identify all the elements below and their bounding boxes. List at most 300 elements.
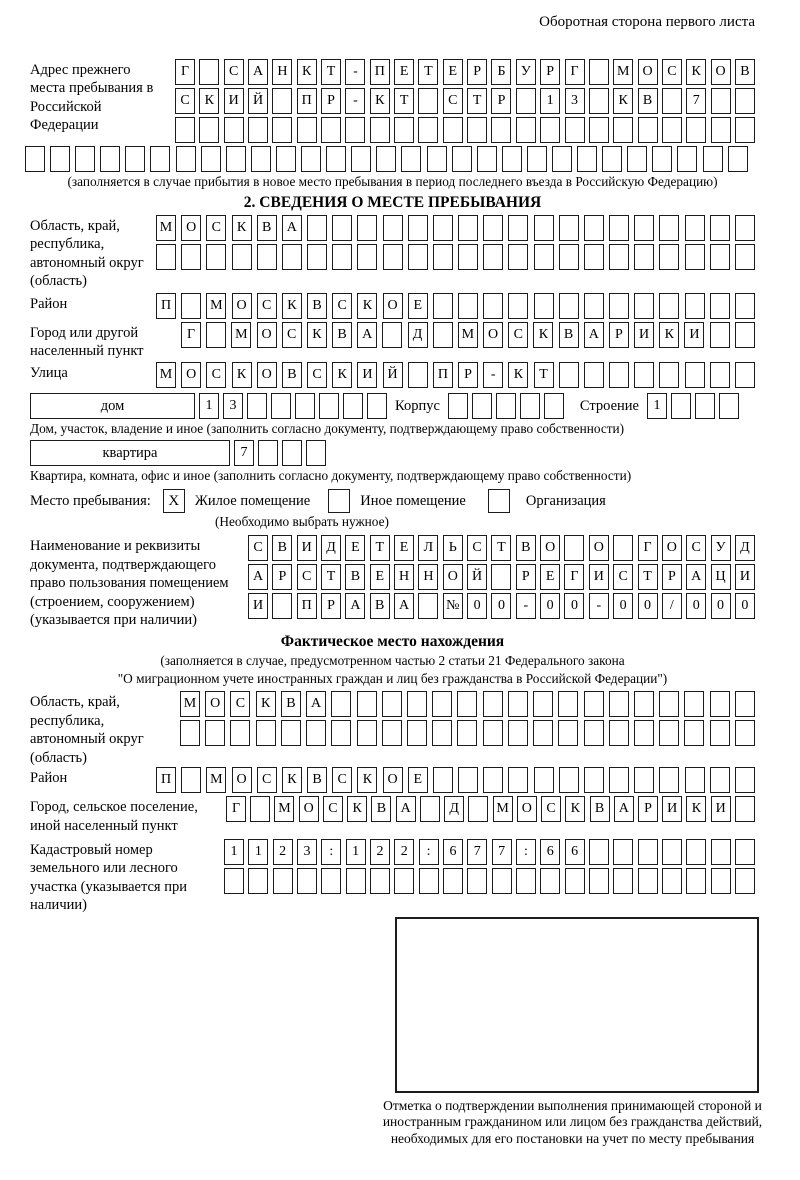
char-cell[interactable] <box>659 244 679 270</box>
char-cell[interactable]: Р <box>491 88 511 114</box>
char-cell[interactable]: 1 <box>346 839 366 865</box>
char-cell[interactable] <box>345 117 365 143</box>
char-cell[interactable]: 1 <box>199 393 219 419</box>
char-cell[interactable] <box>710 767 730 793</box>
char-cell[interactable]: И <box>711 796 731 822</box>
char-cell[interactable]: П <box>156 767 176 793</box>
char-cell[interactable] <box>711 839 731 865</box>
char-cell[interactable] <box>558 720 578 746</box>
char-cell[interactable]: Г <box>638 535 658 561</box>
char-cell[interactable]: 7 <box>234 440 254 466</box>
char-cell[interactable] <box>367 393 387 419</box>
char-cell[interactable] <box>627 146 647 172</box>
char-cell[interactable]: А <box>584 322 604 348</box>
char-cell[interactable]: 0 <box>540 593 560 619</box>
char-cell[interactable]: О <box>232 293 252 319</box>
char-cell[interactable] <box>319 393 339 419</box>
char-cell[interactable]: 2 <box>394 839 414 865</box>
char-cell[interactable] <box>321 117 341 143</box>
char-cell[interactable]: Д <box>408 322 428 348</box>
char-cell[interactable]: Л <box>418 535 438 561</box>
char-cell[interactable] <box>534 293 554 319</box>
char-cell[interactable] <box>686 868 706 894</box>
char-cell[interactable] <box>224 117 244 143</box>
char-cell[interactable] <box>258 440 278 466</box>
char-cell[interactable] <box>457 720 477 746</box>
char-cell[interactable]: 0 <box>467 593 487 619</box>
char-cell[interactable]: К <box>686 59 706 85</box>
char-cell[interactable]: 0 <box>491 593 511 619</box>
char-cell[interactable]: 1 <box>224 839 244 865</box>
char-cell[interactable]: И <box>224 88 244 114</box>
char-cell[interactable]: Й <box>248 88 268 114</box>
char-cell[interactable] <box>659 767 679 793</box>
char-cell[interactable] <box>589 59 609 85</box>
char-cell[interactable]: О <box>483 322 503 348</box>
char-cell[interactable] <box>75 146 95 172</box>
char-cell[interactable]: - <box>589 593 609 619</box>
char-cell[interactable] <box>613 535 633 561</box>
char-cell[interactable] <box>125 146 145 172</box>
char-cell[interactable] <box>272 88 292 114</box>
char-cell[interactable]: О <box>638 59 658 85</box>
char-cell[interactable] <box>584 244 604 270</box>
char-cell[interactable] <box>577 146 597 172</box>
char-cell[interactable]: В <box>332 322 352 348</box>
char-cell[interactable] <box>458 244 478 270</box>
char-cell[interactable] <box>156 244 176 270</box>
char-cell[interactable] <box>638 117 658 143</box>
char-cell[interactable]: Р <box>467 59 487 85</box>
char-cell[interactable] <box>559 293 579 319</box>
char-cell[interactable] <box>671 393 691 419</box>
char-cell[interactable]: 2 <box>370 839 390 865</box>
char-cell[interactable]: У <box>711 535 731 561</box>
char-cell[interactable]: Й <box>383 362 403 388</box>
char-cell[interactable] <box>564 535 584 561</box>
char-cell[interactable]: Т <box>638 564 658 590</box>
char-cell[interactable] <box>248 117 268 143</box>
char-cell[interactable] <box>685 215 705 241</box>
char-cell[interactable]: - <box>345 59 365 85</box>
char-cell[interactable]: А <box>248 564 268 590</box>
char-cell[interactable] <box>589 88 609 114</box>
char-cell[interactable]: Е <box>540 564 560 590</box>
char-cell[interactable] <box>206 244 226 270</box>
char-cell[interactable] <box>695 393 715 419</box>
char-cell[interactable] <box>659 362 679 388</box>
char-cell[interactable] <box>382 322 402 348</box>
char-cell[interactable]: Ц <box>711 564 731 590</box>
char-cell[interactable] <box>458 215 478 241</box>
char-cell[interactable] <box>282 244 302 270</box>
char-cell[interactable] <box>638 868 658 894</box>
char-cell[interactable] <box>420 796 440 822</box>
char-cell[interactable]: П <box>433 362 453 388</box>
char-cell[interactable] <box>433 293 453 319</box>
char-cell[interactable]: 2 <box>273 839 293 865</box>
char-cell[interactable]: И <box>684 322 704 348</box>
char-cell[interactable] <box>685 244 705 270</box>
char-cell[interactable]: В <box>735 59 755 85</box>
char-cell[interactable] <box>735 767 755 793</box>
char-cell[interactable] <box>351 146 371 172</box>
char-cell[interactable] <box>634 244 654 270</box>
char-cell[interactable] <box>376 146 396 172</box>
char-cell[interactable]: И <box>735 564 755 590</box>
char-cell[interactable] <box>50 146 70 172</box>
char-cell[interactable] <box>418 117 438 143</box>
char-cell[interactable] <box>483 767 503 793</box>
char-cell[interactable]: Р <box>321 88 341 114</box>
char-cell[interactable]: 6 <box>565 839 585 865</box>
char-cell[interactable] <box>710 720 730 746</box>
char-cell[interactable]: В <box>371 796 391 822</box>
char-cell[interactable]: Р <box>272 564 292 590</box>
char-cell[interactable] <box>458 293 478 319</box>
char-cell[interactable] <box>534 767 554 793</box>
char-cell[interactable]: 0 <box>735 593 755 619</box>
char-cell[interactable]: О <box>540 535 560 561</box>
char-cell[interactable] <box>307 215 327 241</box>
char-cell[interactable]: 1 <box>540 88 560 114</box>
char-cell[interactable] <box>559 215 579 241</box>
char-cell[interactable]: А <box>396 796 416 822</box>
char-cell[interactable] <box>735 117 755 143</box>
char-cell[interactable] <box>199 117 219 143</box>
char-cell[interactable] <box>735 362 755 388</box>
char-cell[interactable]: К <box>533 322 553 348</box>
char-cell[interactable]: В <box>307 767 327 793</box>
char-cell[interactable]: 1 <box>647 393 667 419</box>
char-cell[interactable]: Р <box>609 322 629 348</box>
char-cell[interactable]: А <box>282 215 302 241</box>
char-cell[interactable] <box>719 393 739 419</box>
char-cell[interactable]: А <box>248 59 268 85</box>
char-cell[interactable]: К <box>232 215 252 241</box>
char-cell[interactable]: Р <box>321 593 341 619</box>
char-cell[interactable] <box>735 322 755 348</box>
char-cell[interactable]: 7 <box>492 839 512 865</box>
char-cell[interactable]: А <box>394 593 414 619</box>
char-cell[interactable]: Г <box>565 59 585 85</box>
char-cell[interactable]: : <box>321 839 341 865</box>
char-cell[interactable]: С <box>332 767 352 793</box>
char-cell[interactable]: С <box>323 796 343 822</box>
char-cell[interactable] <box>357 691 377 717</box>
char-cell[interactable] <box>357 720 377 746</box>
char-cell[interactable] <box>609 244 629 270</box>
char-cell[interactable]: А <box>345 593 365 619</box>
char-cell[interactable]: Т <box>491 535 511 561</box>
char-cell[interactable] <box>343 393 363 419</box>
char-cell[interactable] <box>282 440 302 466</box>
char-cell[interactable] <box>634 293 654 319</box>
char-cell[interactable]: Н <box>394 564 414 590</box>
char-cell[interactable]: О <box>181 362 201 388</box>
char-cell[interactable] <box>565 868 585 894</box>
char-cell[interactable] <box>433 244 453 270</box>
char-cell[interactable] <box>433 767 453 793</box>
char-cell[interactable] <box>584 215 604 241</box>
char-cell[interactable]: К <box>370 88 390 114</box>
char-cell[interactable] <box>508 244 528 270</box>
char-cell[interactable] <box>686 117 706 143</box>
char-cell[interactable] <box>383 215 403 241</box>
char-cell[interactable] <box>180 720 200 746</box>
char-cell[interactable] <box>458 767 478 793</box>
char-cell[interactable] <box>559 362 579 388</box>
char-cell[interactable] <box>652 146 672 172</box>
char-cell[interactable] <box>357 244 377 270</box>
char-cell[interactable] <box>496 393 516 419</box>
char-cell[interactable]: 6 <box>443 839 463 865</box>
char-cell[interactable]: Т <box>418 59 438 85</box>
char-cell[interactable] <box>502 146 522 172</box>
char-cell[interactable] <box>448 393 468 419</box>
char-cell[interactable]: У <box>516 59 536 85</box>
char-cell[interactable] <box>321 868 341 894</box>
char-cell[interactable]: 0 <box>711 593 731 619</box>
char-cell[interactable] <box>584 691 604 717</box>
char-cell[interactable]: К <box>686 796 706 822</box>
char-cell[interactable] <box>295 393 315 419</box>
char-cell[interactable]: Е <box>408 293 428 319</box>
char-cell[interactable]: В <box>638 88 658 114</box>
char-cell[interactable] <box>584 720 604 746</box>
char-cell[interactable]: 7 <box>686 88 706 114</box>
char-cell[interactable]: С <box>282 322 302 348</box>
char-cell[interactable]: И <box>634 322 654 348</box>
char-cell[interactable]: Д <box>444 796 464 822</box>
char-cell[interactable] <box>735 244 755 270</box>
char-cell[interactable]: Г <box>175 59 195 85</box>
char-cell[interactable] <box>533 720 553 746</box>
char-cell[interactable] <box>491 564 511 590</box>
char-cell[interactable] <box>710 215 730 241</box>
char-cell[interactable] <box>257 244 277 270</box>
char-cell[interactable] <box>443 868 463 894</box>
char-cell[interactable] <box>176 146 196 172</box>
char-cell[interactable]: Н <box>272 59 292 85</box>
char-cell[interactable] <box>230 720 250 746</box>
char-cell[interactable] <box>419 868 439 894</box>
char-cell[interactable] <box>634 215 654 241</box>
char-cell[interactable]: Т <box>394 88 414 114</box>
char-cell[interactable] <box>584 293 604 319</box>
char-cell[interactable]: М <box>231 322 251 348</box>
char-cell[interactable] <box>609 720 629 746</box>
char-cell[interactable]: П <box>156 293 176 319</box>
char-cell[interactable]: О <box>711 59 731 85</box>
char-cell[interactable]: В <box>281 691 301 717</box>
char-cell[interactable] <box>609 691 629 717</box>
char-cell[interactable]: К <box>199 88 219 114</box>
char-cell[interactable] <box>251 146 271 172</box>
char-cell[interactable]: М <box>180 691 200 717</box>
char-cell[interactable]: С <box>248 535 268 561</box>
char-cell[interactable]: Р <box>662 564 682 590</box>
char-cell[interactable]: И <box>662 796 682 822</box>
char-cell[interactable] <box>710 244 730 270</box>
char-cell[interactable] <box>613 868 633 894</box>
char-cell[interactable]: 3 <box>297 839 317 865</box>
char-cell[interactable] <box>516 117 536 143</box>
char-cell[interactable] <box>540 868 560 894</box>
char-cell[interactable]: М <box>458 322 478 348</box>
char-cell[interactable] <box>326 146 346 172</box>
char-cell[interactable]: В <box>345 564 365 590</box>
char-cell[interactable]: О <box>299 796 319 822</box>
char-cell[interactable] <box>272 593 292 619</box>
char-cell[interactable] <box>735 839 755 865</box>
char-cell[interactable] <box>491 117 511 143</box>
char-cell[interactable]: М <box>156 215 176 241</box>
char-cell[interactable] <box>332 215 352 241</box>
char-cell[interactable] <box>613 839 633 865</box>
char-cell[interactable]: / <box>662 593 682 619</box>
char-cell[interactable] <box>659 720 679 746</box>
char-cell[interactable] <box>552 146 572 172</box>
char-cell[interactable]: К <box>565 796 585 822</box>
char-cell[interactable]: О <box>257 322 277 348</box>
char-cell[interactable] <box>710 362 730 388</box>
char-cell[interactable] <box>181 767 201 793</box>
char-cell[interactable]: К <box>508 362 528 388</box>
char-cell[interactable]: П <box>370 59 390 85</box>
char-cell[interactable] <box>735 796 755 822</box>
char-cell[interactable] <box>433 215 453 241</box>
char-cell[interactable] <box>677 146 697 172</box>
char-cell[interactable] <box>483 720 503 746</box>
char-cell[interactable]: С <box>206 362 226 388</box>
char-cell[interactable]: Т <box>321 59 341 85</box>
char-cell[interactable]: Т <box>534 362 554 388</box>
char-cell[interactable] <box>370 117 390 143</box>
char-cell[interactable] <box>432 691 452 717</box>
char-cell[interactable]: : <box>516 839 536 865</box>
char-cell[interactable]: К <box>307 322 327 348</box>
char-cell[interactable]: 0 <box>613 593 633 619</box>
char-cell[interactable] <box>544 393 564 419</box>
char-cell[interactable]: С <box>257 293 277 319</box>
char-cell[interactable]: С <box>206 215 226 241</box>
char-cell[interactable]: В <box>559 322 579 348</box>
char-cell[interactable]: С <box>508 322 528 348</box>
char-cell[interactable]: В <box>257 215 277 241</box>
char-cell[interactable]: О <box>205 691 225 717</box>
char-cell[interactable]: А <box>357 322 377 348</box>
char-cell[interactable] <box>735 293 755 319</box>
char-cell[interactable] <box>534 215 554 241</box>
char-cell[interactable]: К <box>357 767 377 793</box>
char-cell[interactable]: Т <box>321 564 341 590</box>
char-cell[interactable]: Е <box>370 564 390 590</box>
char-cell[interactable]: А <box>306 691 326 717</box>
char-cell[interactable] <box>638 839 658 865</box>
char-cell[interactable]: О <box>257 362 277 388</box>
char-cell[interactable]: М <box>206 293 226 319</box>
char-cell[interactable]: В <box>516 535 536 561</box>
char-cell[interactable]: О <box>181 215 201 241</box>
char-cell[interactable] <box>685 767 705 793</box>
char-cell[interactable] <box>457 691 477 717</box>
char-cell[interactable]: К <box>297 59 317 85</box>
char-cell[interactable]: Б <box>491 59 511 85</box>
char-cell[interactable]: А <box>686 564 706 590</box>
char-cell[interactable] <box>331 691 351 717</box>
char-cell[interactable] <box>346 868 366 894</box>
char-cell[interactable]: : <box>419 839 439 865</box>
char-cell[interactable]: С <box>443 88 463 114</box>
char-cell[interactable]: И <box>589 564 609 590</box>
char-cell[interactable]: К <box>347 796 367 822</box>
char-cell[interactable]: Т <box>467 88 487 114</box>
char-cell[interactable]: М <box>206 767 226 793</box>
char-cell[interactable] <box>483 293 503 319</box>
char-cell[interactable]: Т <box>370 535 390 561</box>
char-cell[interactable] <box>609 215 629 241</box>
char-cell[interactable] <box>609 293 629 319</box>
char-cell[interactable] <box>685 293 705 319</box>
char-cell[interactable] <box>297 868 317 894</box>
char-cell[interactable]: № <box>443 593 463 619</box>
char-cell[interactable] <box>735 88 755 114</box>
char-cell[interactable] <box>271 393 291 419</box>
char-cell[interactable]: О <box>589 535 609 561</box>
char-cell[interactable] <box>206 322 226 348</box>
char-cell[interactable]: Р <box>458 362 478 388</box>
char-cell[interactable]: В <box>272 535 292 561</box>
char-cell[interactable] <box>613 117 633 143</box>
char-cell[interactable] <box>516 868 536 894</box>
char-cell[interactable]: 3 <box>223 393 243 419</box>
char-cell[interactable] <box>710 293 730 319</box>
char-cell[interactable]: М <box>493 796 513 822</box>
char-cell[interactable] <box>201 146 221 172</box>
char-cell[interactable]: К <box>659 322 679 348</box>
char-cell[interactable]: С <box>662 59 682 85</box>
char-cell[interactable]: И <box>297 535 317 561</box>
char-cell[interactable]: С <box>613 564 633 590</box>
char-cell[interactable]: Д <box>735 535 755 561</box>
char-cell[interactable] <box>508 767 528 793</box>
char-cell[interactable] <box>527 146 547 172</box>
char-cell[interactable]: П <box>297 88 317 114</box>
char-cell[interactable] <box>226 146 246 172</box>
char-cell[interactable] <box>589 868 609 894</box>
char-cell[interactable] <box>483 244 503 270</box>
char-cell[interactable]: С <box>541 796 561 822</box>
char-cell[interactable] <box>659 293 679 319</box>
char-cell[interactable]: Й <box>467 564 487 590</box>
char-cell[interactable] <box>589 839 609 865</box>
char-cell[interactable] <box>508 215 528 241</box>
char-cell[interactable] <box>735 868 755 894</box>
char-cell[interactable]: 0 <box>638 593 658 619</box>
char-cell[interactable]: - <box>345 88 365 114</box>
char-cell[interactable]: О <box>517 796 537 822</box>
char-cell[interactable] <box>408 244 428 270</box>
char-cell[interactable] <box>684 691 704 717</box>
char-cell[interactable]: К <box>232 362 252 388</box>
char-cell[interactable]: В <box>307 293 327 319</box>
char-cell[interactable] <box>533 691 553 717</box>
char-cell[interactable]: О <box>443 564 463 590</box>
char-cell[interactable]: 0 <box>564 593 584 619</box>
char-cell[interactable] <box>634 691 654 717</box>
char-cell[interactable]: Е <box>408 767 428 793</box>
